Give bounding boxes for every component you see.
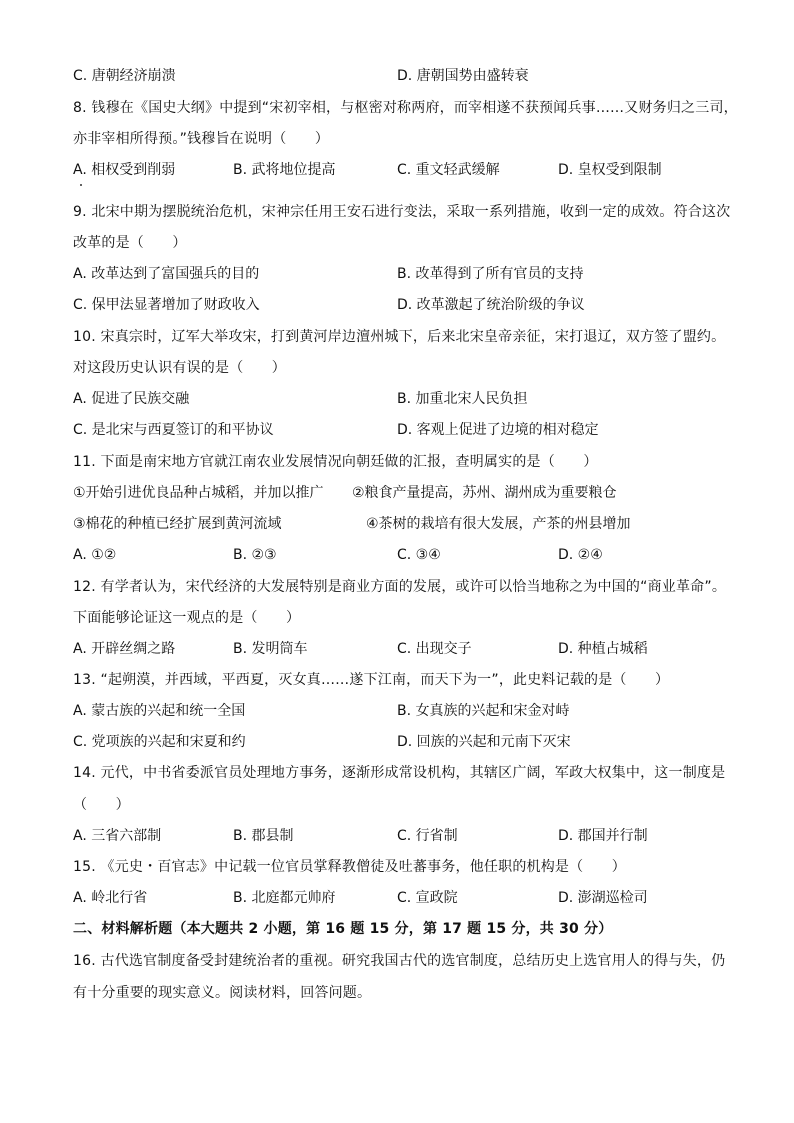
q11-stem-line1: 11. 下面是南宋地方官就江南农业发展情况向朝廷做的汇报，查明属实的是（ ） xyxy=(73,454,598,470)
q9-stem-line2: 改革的是（ ） xyxy=(73,235,187,251)
q16-stem-line2: 有十分重要的现实意义。阅读材料，回答问题。 xyxy=(73,985,372,1001)
q12-option-d: D. 种植占城稻 xyxy=(558,641,648,657)
q7-option-c: C. 唐朝经济崩溃 xyxy=(73,68,176,84)
q14-option-c: C. 行省制 xyxy=(397,828,458,844)
q8-option-b: B. 武将地位提高 xyxy=(233,162,336,178)
stray-dot-mark xyxy=(80,184,82,186)
q10-option-a: A. 促进了民族交融 xyxy=(73,391,190,407)
q14-stem-line2: （ ） xyxy=(73,797,130,813)
q10-stem-line2: 对这段历史认识有误的是（ ） xyxy=(73,360,286,376)
q12-option-a: A. 开辟丝绸之路 xyxy=(73,641,176,657)
q13-option-c: C. 党项族的兴起和宋夏和约 xyxy=(73,734,246,750)
q10-stem-line1: 10. 宋真宗时，辽军大举攻宋，打到黄河岸边澶州城下，后来北宋皇帝亲征，宋打退辽，双方签了盟约。 xyxy=(73,329,726,345)
q8-option-d: D. 皇权受到限制 xyxy=(558,162,662,178)
q9-option-d: D. 改革激起了统治阶级的争议 xyxy=(397,297,585,313)
q16-stem-line1: 16. 古代选官制度备受封建统治者的重视。研究我国古代的选官制度，总结历史上选官用人的得与失，仍 xyxy=(73,953,726,969)
q10-option-c: C. 是北宋与西夏签订的和平协议 xyxy=(73,422,274,438)
q13-option-d: D. 回族的兴起和元南下灭宋 xyxy=(397,734,571,750)
q12-stem-line1: 12. 有学者认为，宋代经济的大发展特别是商业方面的发展，或许可以恰当地称之为中国的“商业革命”。 xyxy=(73,579,727,595)
q11-option-c: C. ③④ xyxy=(397,547,441,563)
q11-option-a: A. ①② xyxy=(73,547,117,563)
q11-item-2: ②粮食产量提高，苏州、湖州成为重要粮仓 xyxy=(352,485,617,501)
q11-option-d: D. ②④ xyxy=(558,547,603,563)
q11-item-4: ④茶树的栽培有很大发展，产茶的州县增加 xyxy=(366,516,631,532)
q8-option-c: C. 重文轻武缓解 xyxy=(397,162,500,178)
q15-option-a: A. 岭北行省 xyxy=(73,890,148,906)
q14-option-d: D. 郡国并行制 xyxy=(558,828,648,844)
q14-stem-line1: 14. 元代，中书省委派官员处理地方事务，逐渐形成常设机构，其辖区广阔，军政大权集中，这一制度是 xyxy=(73,765,726,781)
q13-option-a: A. 蒙古族的兴起和统一全国 xyxy=(73,703,246,719)
q7-option-d: D. 唐朝国势由盛转衰 xyxy=(397,68,529,84)
q8-stem-line1: 8. 钱穆在《国史大纲》中提到“宋初宰相，与枢密对称两府，而宰相遂不获预闻兵事……又财务归之三司， xyxy=(73,100,738,116)
q15-stem-line1: 15. 《元史・百官志》中记载一位官员掌释教僧徒及吐蕃事务，他任职的机构是（ ） xyxy=(73,859,626,875)
q13-stem-line1: 13. “起朔漠，并西域，平西夏，灭女真……遂下江南，而天下为一”，此史料记载的是（ ） xyxy=(73,672,670,688)
q11-option-b: B. ②③ xyxy=(233,547,277,563)
q12-stem-line2: 下面能够论证这一观点的是（ ） xyxy=(73,610,301,626)
q8-option-a: A. 相权受到削弱 xyxy=(73,162,176,178)
q9-option-a: A. 改革达到了富国强兵的目的 xyxy=(73,266,260,282)
q9-option-b: B. 改革得到了所有官员的支持 xyxy=(397,266,584,282)
q15-option-b: B. 北庭都元帅府 xyxy=(233,890,336,906)
q14-option-b: B. 郡县制 xyxy=(233,828,294,844)
q10-option-d: D. 客观上促进了边境的相对稳定 xyxy=(397,422,599,438)
q12-option-b: B. 发明筒车 xyxy=(233,641,308,657)
q9-stem-line1: 9. 北宋中期为摆脱统治危机，宋神宗任用王安石进行变法，采取一系列措施，收到一定的成效。符合这次 xyxy=(73,204,731,220)
q12-option-c: C. 出现交子 xyxy=(397,641,472,657)
q13-option-b: B. 女真族的兴起和宋金对峙 xyxy=(397,703,570,719)
q15-option-d: D. 澎湖巡检司 xyxy=(558,890,648,906)
q11-item-1: ①开始引进优良品种占城稻，并加以推广 xyxy=(73,485,324,501)
q11-item-3: ③棉花的种植已经扩展到黄河流域 xyxy=(73,516,282,532)
q15-option-c: C. 宣政院 xyxy=(397,890,458,906)
q10-option-b: B. 加重北宋人民负担 xyxy=(397,391,528,407)
q9-option-c: C. 保甲法显著增加了财政收入 xyxy=(73,297,260,313)
section-2-heading: 二、材料解析题（本大题共 2 小题，第 16 题 15 分，第 17 题 15 分，共 30 分） xyxy=(73,921,613,937)
q14-option-a: A. 三省六部制 xyxy=(73,828,162,844)
q8-stem-line2: 亦非宰相所得预。”钱穆旨在说明（ ） xyxy=(73,131,330,147)
